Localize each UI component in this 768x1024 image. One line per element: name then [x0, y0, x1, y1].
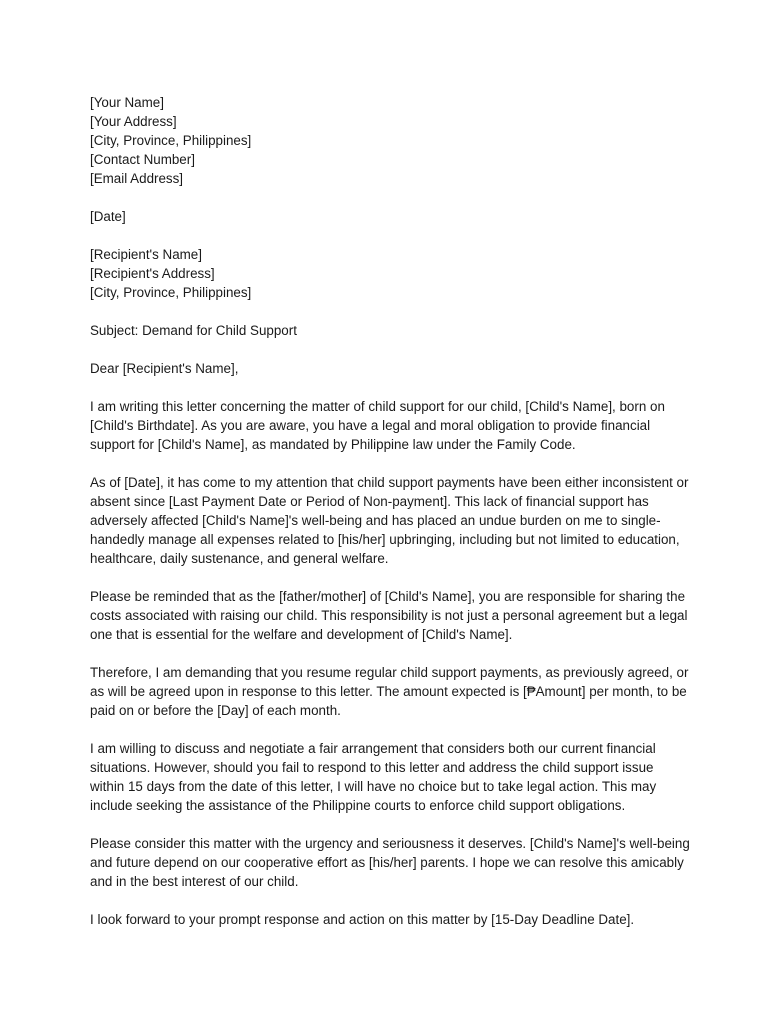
paragraph-5: I am willing to discuss and negotiate a fair arrangement that considers both our current financial situations. However, should you fail to respond to this letter and address the child support issue within 15 days from the date of this letter, I will have no choice but to take legal action. This may include seeking the assistance of the Philippine courts to enforce child support obligations. [90, 741, 657, 813]
salutation-block [90, 359, 690, 378]
letter-subject: Subject: Demand for Child Support [90, 323, 297, 338]
paragraph-4: Therefore, I am demanding that you resume regular child support payments, as previously agreed, or as will be agreed upon in response to this letter. The amount expected is [₱Amount] per month, to be paid on or before the [Day] of each month. [90, 665, 689, 718]
paragraph-3: Please be reminded that as the [father/mother] of [Child's Name], you are responsible for sharing the costs associated with raising our child. This responsibility is not just a personal agreement but a legal one that is essential for the welfare and development of [Child's Name]. [90, 589, 688, 642]
letter-body [90, 93, 690, 948]
sender-email: [Email Address] [90, 171, 184, 186]
subject-block [90, 321, 690, 340]
paragraph-7: I look forward to your prompt response and action on this matter by [15-Day Deadline Date]. [90, 912, 635, 927]
sender-address: [Your Address] [90, 114, 177, 129]
sender-block [90, 93, 690, 188]
recipient-address: [Recipient's Address] [90, 266, 215, 281]
sender-contact: [Contact Number] [90, 152, 195, 167]
date-block [90, 207, 690, 226]
paragraph-2: As of [Date], it has come to my attention that child support payments have been either inconsistent or absent since [Last Payment Date or Period of Non-payment]. This lack of financial support has adversely affected [Child's Name]'s well-being and has placed an undue burden on me to single-handedly manage all expenses related to [his/her] upbringing, including but not limited to education, healthcare, daily sustenance, and general welfare. [90, 475, 689, 566]
recipient-block [90, 245, 690, 302]
recipient-city: [City, Province, Philippines] [90, 285, 252, 300]
paragraph-1: I am writing this letter concerning the matter of child support for our child, [Child's Name], born on [Child's Birthdate]. As you are aware, you have a legal and moral obligation to provide financial support for [Child's Name], as mandated by Philippine law under the Family Code. [90, 399, 665, 452]
letter-date: [Date] [90, 209, 126, 224]
recipient-name: [Recipient's Name] [90, 247, 202, 262]
paragraph-6: Please consider this matter with the urgency and seriousness it deserves. [Child's Name]'s well-being and future depend on our cooperative effort as [his/her] parents. I hope we can resolve this amicably and in the best interest of our child. [90, 836, 690, 889]
sender-city: [City, Province, Philippines] [90, 133, 252, 148]
sender-name: [Your Name] [90, 95, 164, 110]
letter-salutation: Dear [Recipient's Name], [90, 361, 239, 376]
